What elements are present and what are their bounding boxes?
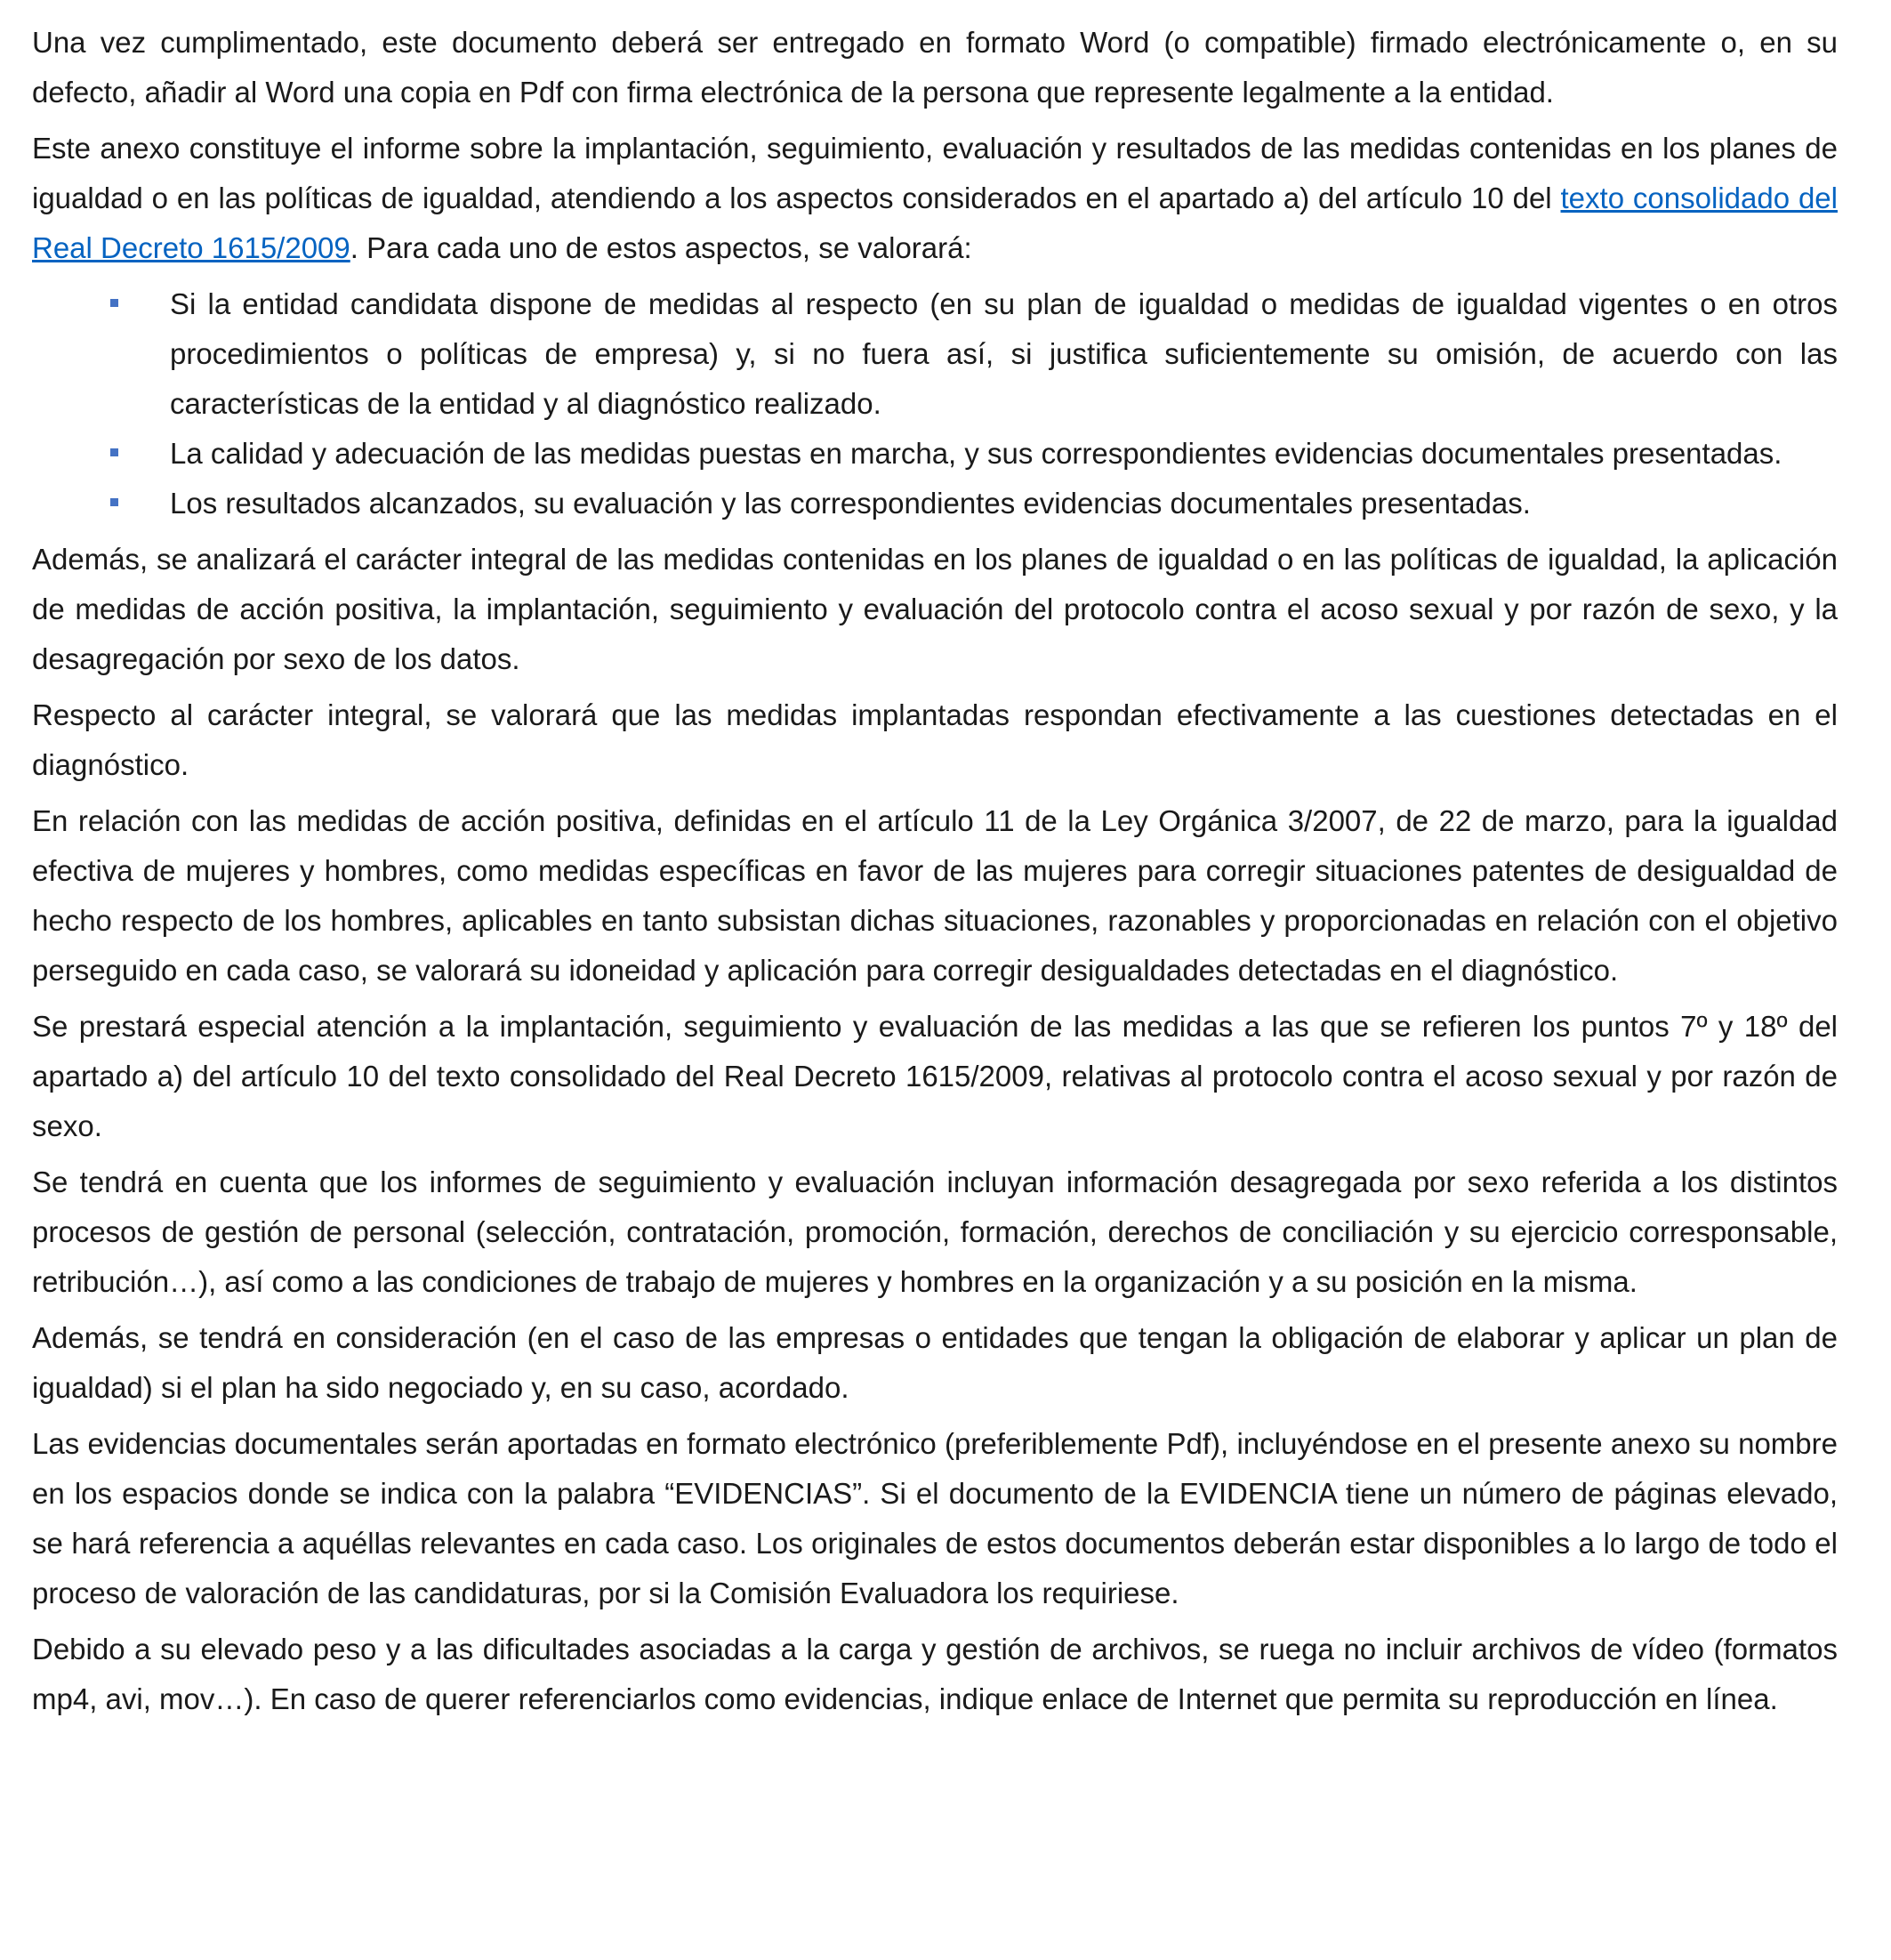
list-item-text: La calidad y adecuación de las medidas puestas en marcha, y sus correspondientes evidencias documentales presentadas. [170,437,1782,470]
list-item [32,279,1838,429]
paragraph-integral-character: Respecto al carácter integral, se valorará que las medidas implantadas respondan efectivamente a las cuestiones detectadas en el diagnóstico. [32,698,1838,781]
paragraph-positive-action: En relación con las medidas de acción positiva, definidas en el artículo 11 de la Ley Orgánica 3/2007, de 22 de marzo, para la igualdad efectiva de mujeres y hombres, como medidas específicas en favor de las mujeres para corregir situaciones patentes de desigualdad de hecho respecto de los hombres, aplicables en tanto subsistan dichas situaciones, razonables y proporcionadas en relación con el objetivo perseguido en cada caso, se valorará su idoneidad y aplicación para corregir desigualdades detectadas en el diagnóstico. [32,804,1838,987]
list-item-text: Los resultados alcanzados, su evaluación y las correspondientes evidencias documentales presentadas. [170,487,1531,520]
paragraph-annex-text-end: . Para cada uno de estos aspectos, se valorará: [350,231,972,264]
list-item-text: Si la entidad candidata dispone de medidas al respecto (en su plan de igualdad o medidas de igualdad vigentes o en otros procedimientos o políticas de empresa) y, si no fuera así, si justifica suficientemente su omisión, de acuerdo con las características de la entidad y al diagnóstico realizado. [170,287,1838,420]
paragraph-evidence-format: Las evidencias documentales serán aportadas en formato electrónico (preferiblemente Pdf), incluyéndose en el presente anexo su nombre en los espacios donde se indica con la palabra “EVIDENCIAS”. Si el documento de la EVIDENCIA tiene un número de páginas elevado, se hará referencia a aquéllas relevantes en cada caso. Los originales de estos documentos deberán estar disponibles a lo largo de todo el proceso de valoración de las candidaturas, por si la Comisión Evaluadora los requiriese. [32,1427,1838,1609]
paragraph-submission-instructions: Una vez cumplimentado, este documento deberá ser entregado en formato Word (o compatible) firmado electrónicamente o, en su defecto, añadir al Word una copia en Pdf con firma electrónica de la persona que represente legalmente a la entidad. [32,26,1838,109]
paragraph-negotiated-plan: Además, se tendrá en consideración (en el caso de las empresas o entidades que tengan la obligación de elaborar y aplicar un plan de igualdad) si el plan ha sido negociado y, en su caso, acordado. [32,1321,1838,1404]
paragraph-video-files: Debido a su elevado peso y a las dificultades asociadas a la carga y gestión de archivos, se ruega no incluir archivos de vídeo (formatos mp4, avi, mov…). En caso de querer referenciarlos como evidencias, indique enlace de Internet que permita su reproducción en línea. [32,1633,1838,1715]
square-bullet-icon [110,498,118,506]
paragraph-harassment-protocol: Se prestará especial atención a la implantación, seguimiento y evaluación de las medidas a las que se refieren los puntos 7º y 18º del apartado a) del artículo 10 del texto consolidado del Real Decreto 1615/2009, relativas al protocolo contra el acoso sexual y por razón de sexo. [32,1010,1838,1142]
paragraph-annex-text-start: Este anexo constituye el informe sobre la implantación, seguimiento, evaluación y resultados de las medidas contenidas en los planes de igualdad o en las políticas de igualdad, atendiendo a los aspectos considerados en el apartado a) del artículo 10 del [32,132,1838,214]
square-bullet-icon [110,299,118,307]
list-item [32,429,1838,479]
real-decreto-link[interactable]: texto consolidado del Real Decreto 1615/2009 [32,181,1838,264]
evaluation-criteria-list [32,279,1838,528]
square-bullet-icon [110,448,118,456]
paragraph-disaggregated-data: Se tendrá en cuenta que los informes de seguimiento y evaluación incluyan información desagregada por sexo referida a los distintos procesos de gestión de personal (selección, contratación, promoción, formación, derechos de conciliación y su ejercicio corresponsable, retribución…), así como a las condiciones de trabajo de mujeres y hombres en la organización y a su posición en la misma. [32,1166,1838,1298]
document-page [32,18,1838,1730]
paragraph-annex-description [32,124,1838,273]
list-item [32,479,1838,528]
paragraph-integral-analysis: Además, se analizará el carácter integral de las medidas contenidas en los planes de igualdad o en las políticas de igualdad, la aplicación de medidas de acción positiva, la implantación, seguimiento y evaluación del protocolo contra el acoso sexual y por razón de sexo, y la desagregación por sexo de los datos. [32,543,1838,675]
